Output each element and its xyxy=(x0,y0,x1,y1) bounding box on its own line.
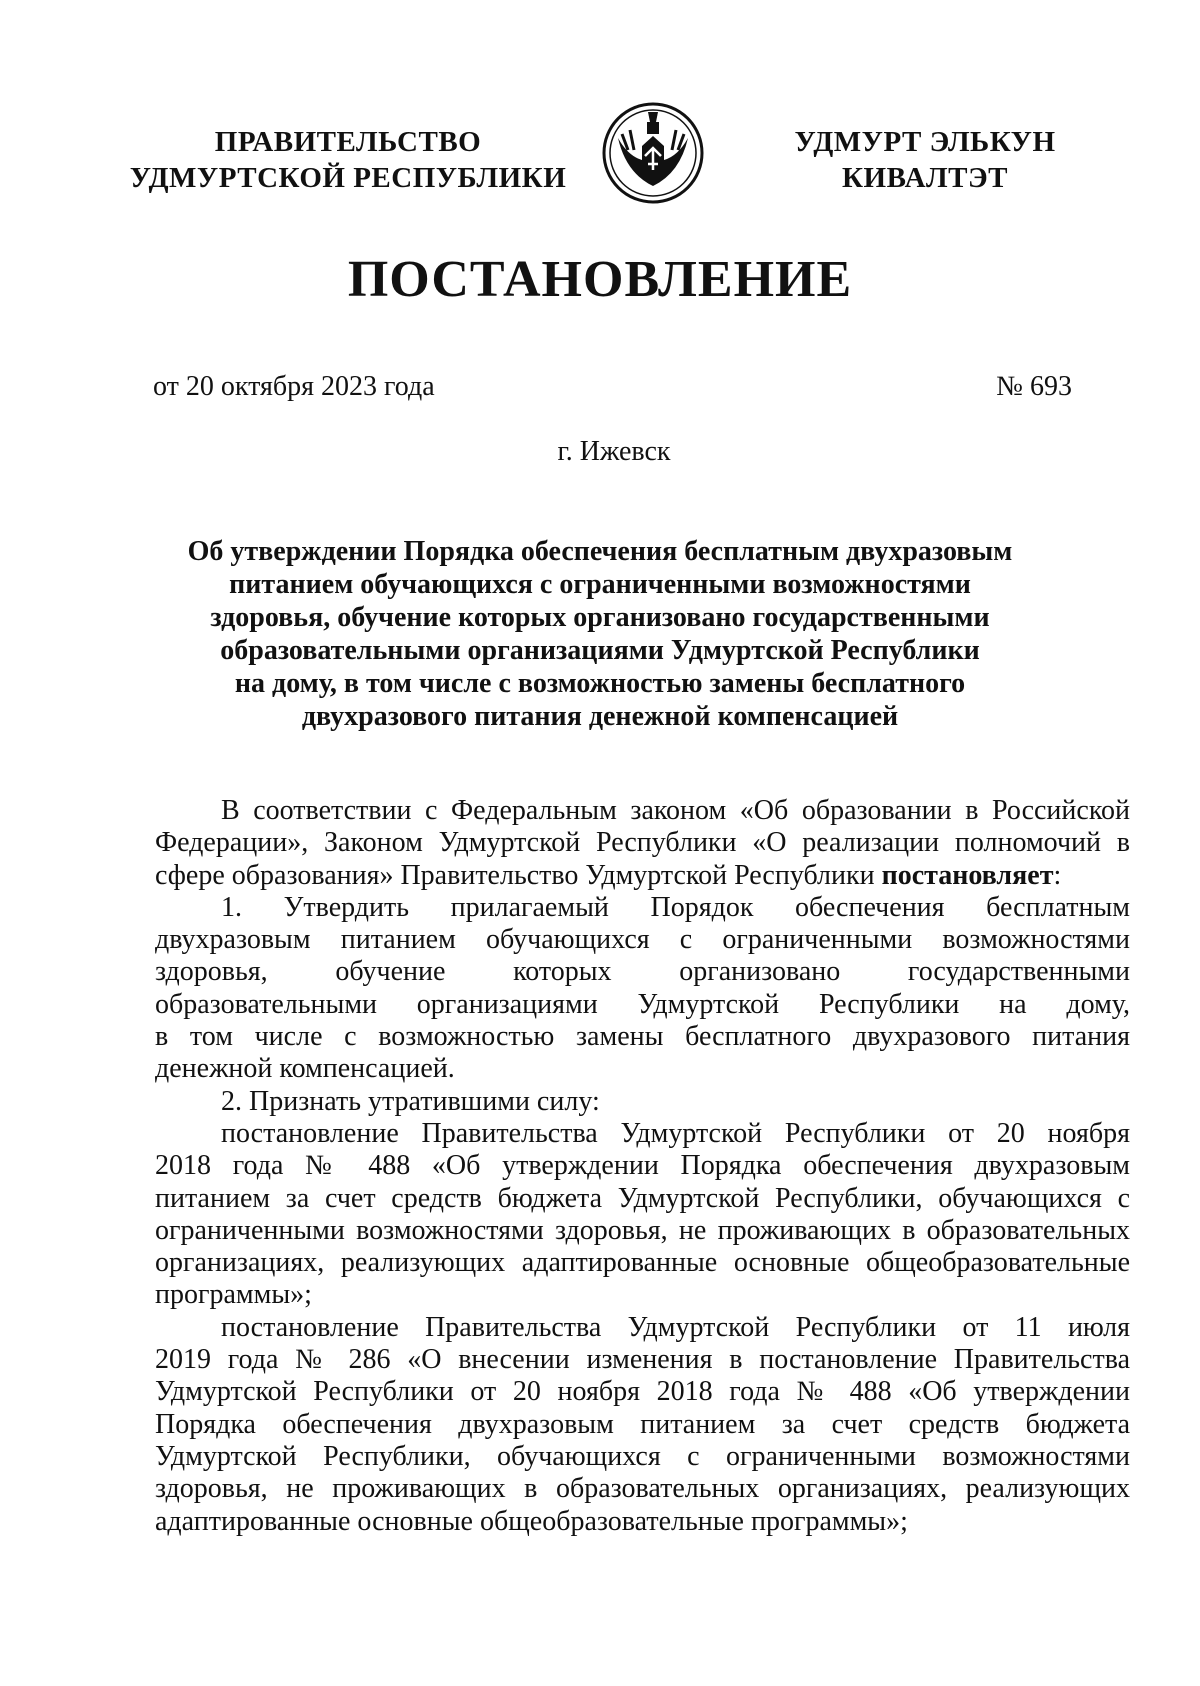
body-line: здоровья, не проживающих в образовательных организациях, реализующих xyxy=(155,1473,1130,1505)
issuer-udmurt-line2: КИВАЛТЭТ xyxy=(841,162,1008,194)
document-title xyxy=(150,535,1050,733)
document-city: г. Ижевск xyxy=(557,436,671,467)
preamble-colon: : xyxy=(1053,859,1062,891)
body-line: в том числе с возможностью замены бесплатного двухразового питания xyxy=(155,1021,1130,1053)
preamble-text: сфере образования» Правительство Удмуртской Республики xyxy=(155,859,875,891)
document-type-heading: ПОСТАНОВЛЕНИЕ xyxy=(347,251,853,308)
body-line: 2019 года № 286 «О внесении изменения в постановление Правительства xyxy=(155,1344,1130,1376)
body-line: денежной компенсацией. xyxy=(155,1053,455,1085)
body-line: здоровья, обучение которых организовано государственными xyxy=(155,956,1130,988)
title-line: здоровья, обучение которых организовано государственными xyxy=(210,602,990,633)
body-line: двухразовым питанием обучающихся с ограниченными возможностями xyxy=(155,924,1130,956)
item-2a-paragraph xyxy=(155,1118,1130,1312)
decree-verb: постановляет xyxy=(881,859,1054,891)
body-line: организациях, реализующих адаптированные основные общеобразовательные xyxy=(155,1247,1130,1279)
body-line: ограниченными возможностями здоровья, не проживающих в образовательных xyxy=(155,1214,1130,1246)
body-line: адаптированные основные общеобразовательные программы»; xyxy=(155,1505,908,1537)
document-date: от 20 октября 2023 года xyxy=(153,371,435,402)
item-1-paragraph xyxy=(155,892,1130,1086)
title-line: на дому, в том числе с возможностью замены бесплатного xyxy=(234,668,966,699)
issuer-udmurt xyxy=(775,124,1075,196)
body-line: программы»; xyxy=(155,1279,312,1311)
item-2-intro: 2. Признать утратившими силу: xyxy=(221,1085,600,1117)
body-line: В соответствии с Федеральным законом «Об образовании в Российской xyxy=(221,795,1130,826)
title-line: образовательными организациями Удмуртской Республики xyxy=(220,635,980,666)
body-line: 1. Утвердить прилагаемый Порядок обеспечения бесплатным xyxy=(221,891,1130,923)
item-2b-paragraph xyxy=(155,1312,1130,1538)
body-line: 2018 года № 488 «Об утверждении Порядка обеспечения двухразовым xyxy=(155,1150,1130,1182)
body-line: Порядка обеспечения двухразовым питанием за счет средств бюджета xyxy=(155,1408,1130,1440)
issuer-russian xyxy=(128,124,568,196)
body-line: питанием за счет средств бюджета Удмуртской Республики, обучающихся с xyxy=(155,1182,1130,1214)
title-line: Об утверждении Порядка обеспечения бесплатным двухразовым xyxy=(187,536,1013,567)
body-line: Федерации», Законом Удмуртской Республики «О реализации полномочий в xyxy=(155,827,1130,859)
body-line: Удмуртской Республики от 20 ноября 2018 года № 488 «Об утверждении xyxy=(155,1376,1130,1408)
body-line: Удмуртской Республики, обучающихся с ограниченными возможностями xyxy=(155,1440,1130,1472)
body-line: постановление Правительства Удмуртской Республики от 20 ноября xyxy=(221,1117,1130,1149)
body-line: постановление Правительства Удмуртской Республики от 11 июля xyxy=(221,1311,1130,1343)
issuer-udmurt-line1: УДМУРТ ЭЛЬКУН xyxy=(794,126,1056,158)
issuer-russian-line2: УДМУРТСКОЙ РЕСПУБЛИКИ xyxy=(129,162,567,194)
body-line: образовательными организациями Удмуртской Республики на дому, xyxy=(155,988,1130,1020)
preamble-paragraph xyxy=(155,795,1130,892)
udmurtia-coat-of-arms-emblem xyxy=(598,98,708,208)
document-body xyxy=(155,795,1130,1538)
title-line: двухразового питания денежной компенсацией xyxy=(301,701,899,732)
body-line xyxy=(155,860,1130,892)
title-line: питанием обучающихся с ограниченными возможностями xyxy=(229,569,971,600)
document-number: № 693 xyxy=(996,371,1072,402)
issuer-russian-line1: ПРАВИТЕЛЬСТВО xyxy=(214,126,482,158)
